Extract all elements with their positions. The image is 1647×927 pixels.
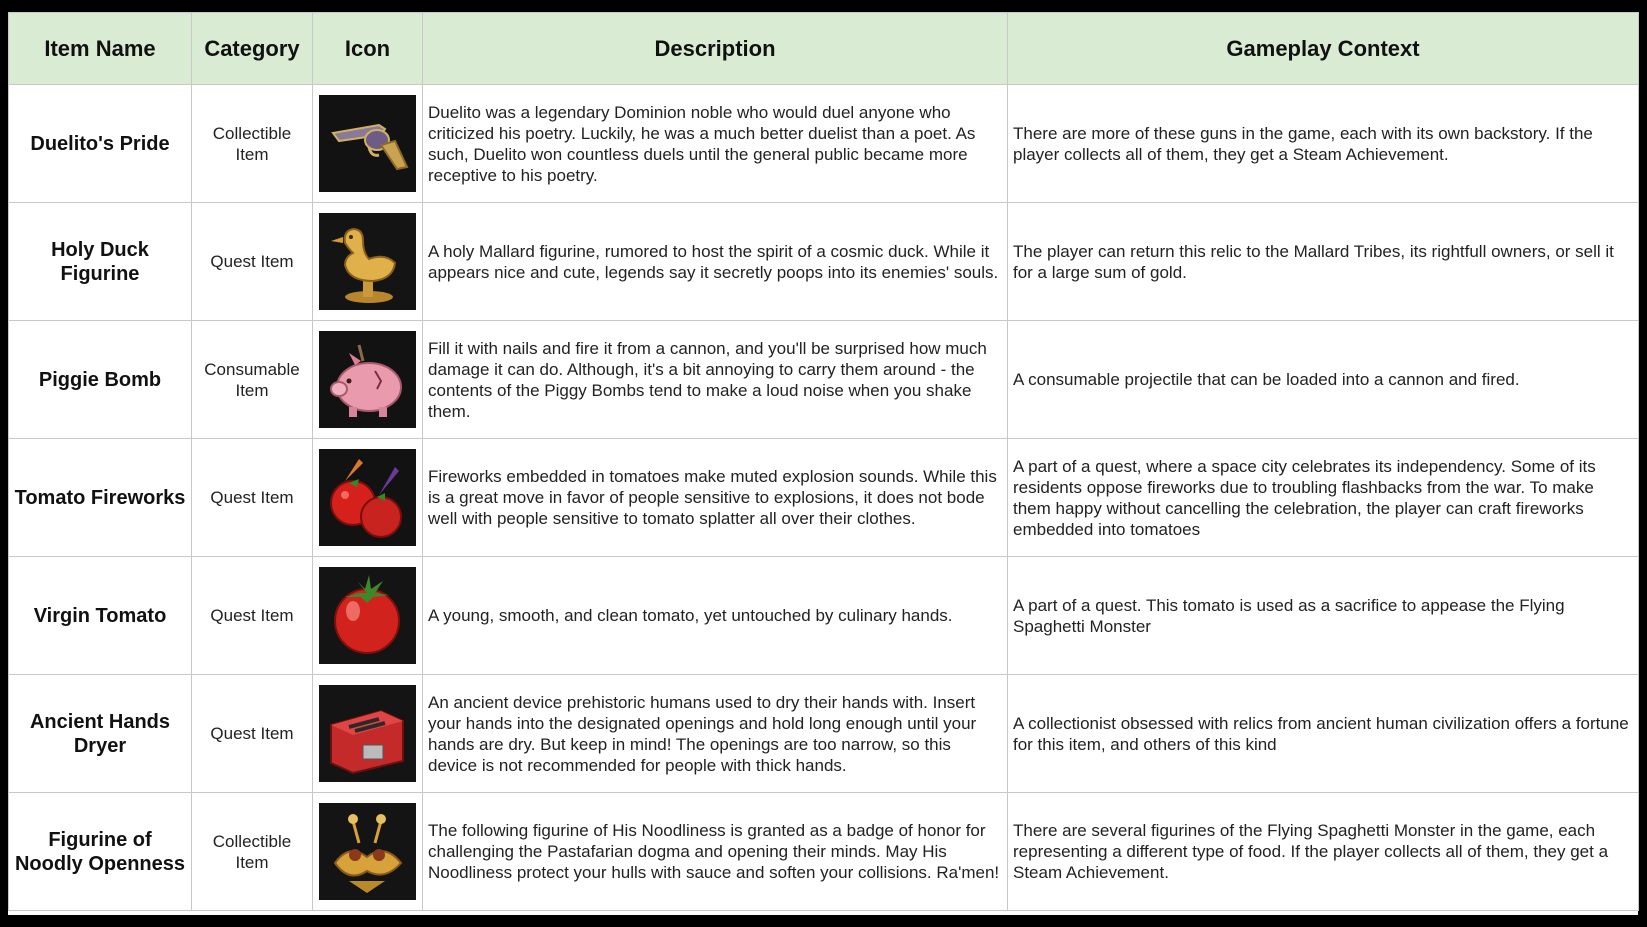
description-cell: Fill it with nails and fire it from a cannon, and you'll be surprised how much damage it can do. Although, it's a bit annoying to carry them around - the contents of the Piggy Bombs tend to make a loud noise when you shake them.: [423, 321, 1008, 439]
table-row: [9, 557, 1639, 675]
icon-cell: [313, 557, 423, 675]
item-name-cell: Duelito's Pride: [9, 85, 192, 203]
tomato-fireworks-icon: [319, 449, 416, 546]
description-cell: Duelito was a legendary Dominion noble who would duel anyone who criticized his poetry. Luckily, he was a much better duelist than a poet. As such, Duelito won countless duels until the general public became more receptive to his poetry.: [423, 85, 1008, 203]
gameplay-context-cell: A consumable projectile that can be loaded into a cannon and fired.: [1008, 321, 1639, 439]
spaghetti-monster-icon: [319, 803, 416, 900]
item-name-cell: Ancient Hands Dryer: [9, 675, 192, 793]
piggy-bank-bomb-icon: [319, 331, 416, 428]
description-cell: A young, smooth, and clean tomato, yet untouched by culinary hands.: [423, 557, 1008, 675]
description-cell: The following figurine of His Noodliness is granted as a badge of honor for challenging the Pastafarian dogma and opening their minds. May His Noodliness protect your hulls with sauce and soften your collisions. Ra'men!: [423, 793, 1008, 911]
icon-cell: [313, 675, 423, 793]
icon-cell: [313, 203, 423, 321]
table-row: [9, 203, 1639, 321]
item-table-sheet: [8, 12, 1638, 915]
header-row: [9, 13, 1639, 85]
category-cell: Quest Item: [192, 557, 313, 675]
category-cell: Collectible Item: [192, 793, 313, 911]
icon-cell: [313, 85, 423, 203]
header-item-name: Item Name: [9, 13, 192, 85]
table-row: [9, 793, 1639, 911]
header-description: Description: [423, 13, 1008, 85]
toaster-icon: [319, 685, 416, 782]
tomato-icon: [319, 567, 416, 664]
category-cell: Quest Item: [192, 203, 313, 321]
item-name-cell: Holy Duck Figurine: [9, 203, 192, 321]
gameplay-context-cell: The player can return this relic to the Mallard Tribes, its rightfull owners, or sell it for a large sum of gold.: [1008, 203, 1639, 321]
item-name-cell: Piggie Bomb: [9, 321, 192, 439]
gameplay-context-cell: There are several figurines of the Flying Spaghetti Monster in the game, each representing a different type of food. If the player collects all of them, they get a Steam Achievement.: [1008, 793, 1639, 911]
table-row: [9, 85, 1639, 203]
gameplay-context-cell: A collectionist obsessed with relics from ancient human civilization offers a fortune for this item, and others of this kind: [1008, 675, 1639, 793]
header-category: Category: [192, 13, 313, 85]
gameplay-context-cell: A part of a quest. This tomato is used as a sacrifice to appease the Flying Spaghetti Monster: [1008, 557, 1639, 675]
icon-cell: [313, 793, 423, 911]
header-gameplay-context: Gameplay Context: [1008, 13, 1639, 85]
item-name-cell: Tomato Fireworks: [9, 439, 192, 557]
gameplay-context-cell: There are more of these guns in the game, each with its own backstory. If the player collects all of them, they get a Steam Achievement.: [1008, 85, 1639, 203]
gameplay-context-cell: A part of a quest, where a space city celebrates its independency. Some of its residents oppose fireworks due to troubling flashbacks from the war. To make them happy without cancelling the celebration, the player can craft fireworks embedded into tomatoes: [1008, 439, 1639, 557]
category-cell: Quest Item: [192, 675, 313, 793]
item-name-cell: Virgin Tomato: [9, 557, 192, 675]
item-name-cell: Figurine of Noodly Openness: [9, 793, 192, 911]
category-cell: Consumable Item: [192, 321, 313, 439]
revolver-icon: [319, 95, 416, 192]
category-cell: Collectible Item: [192, 85, 313, 203]
description-cell: An ancient device prehistoric humans used to dry their hands with. Insert your hands into the designated openings and hold long enough until your hands are dry. But keep in mind! The openings are too narrow, so this device is not recommended for people with thick hands.: [423, 675, 1008, 793]
description-cell: Fireworks embedded in tomatoes make muted explosion sounds. While this is a great move in favor of people sensitive to explosions, it does not bode well with people sensitive to tomato splatter all over their clothes.: [423, 439, 1008, 557]
icon-cell: [313, 321, 423, 439]
table-row: [9, 321, 1639, 439]
category-cell: Quest Item: [192, 439, 313, 557]
icon-cell: [313, 439, 423, 557]
table-row: [9, 439, 1639, 557]
golden-duck-icon: [319, 213, 416, 310]
description-cell: A holy Mallard figurine, rumored to host the spirit of a cosmic duck. While it appears nice and cute, legends say it secretly poops into its enemies' souls.: [423, 203, 1008, 321]
table-row: [9, 675, 1639, 793]
header-icon: Icon: [313, 13, 423, 85]
items-table: [8, 12, 1639, 911]
